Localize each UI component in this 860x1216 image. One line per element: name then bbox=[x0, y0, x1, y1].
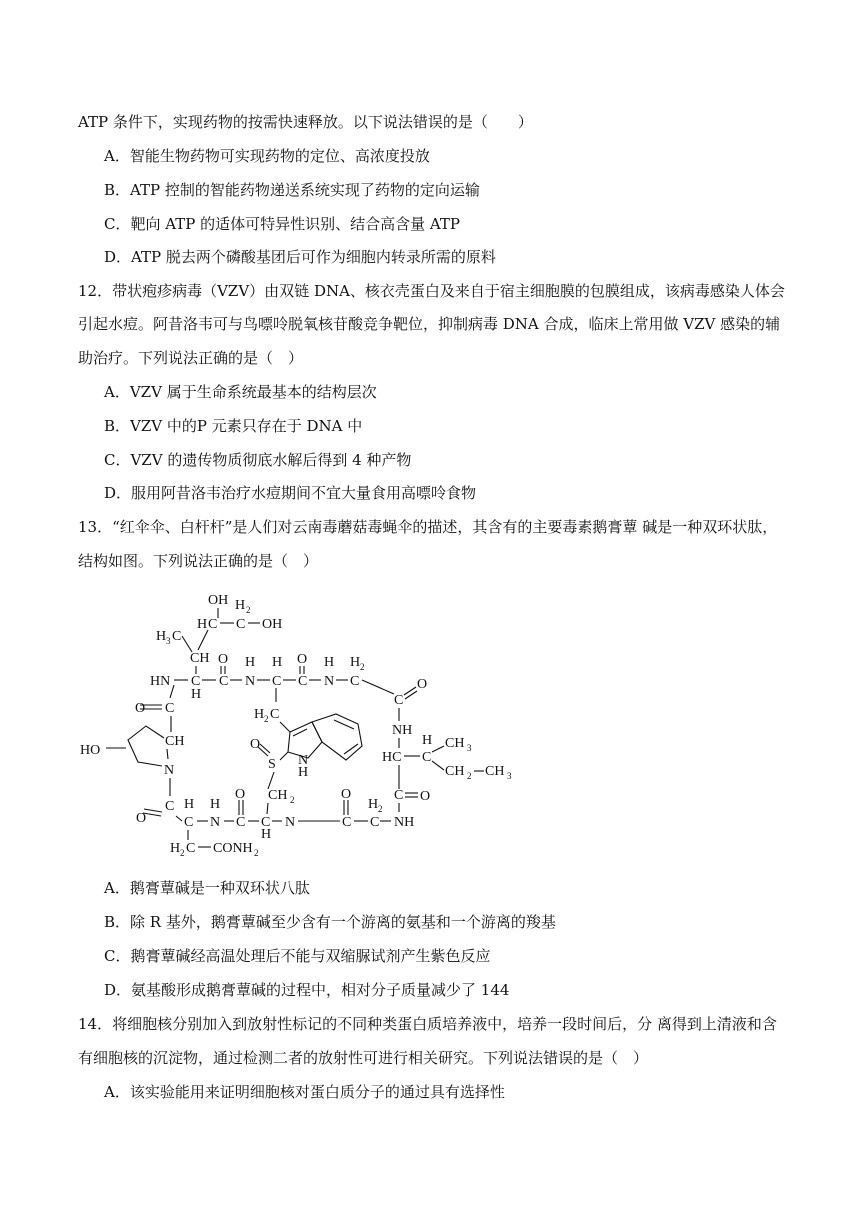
label-h-alpha2: H bbox=[272, 655, 283, 670]
q14-option-a: A．该实验能用来证明细胞核对蛋白质分子的通过具有选择性 bbox=[104, 1083, 505, 1101]
q11-stem-tail: ATP 条件下，实现药物的按需快速释放。以下说法错误的是（ ） bbox=[78, 113, 533, 131]
label-sub-2-ch2-top: 2 bbox=[360, 662, 365, 672]
label-c-co5: C bbox=[342, 815, 352, 830]
label-h3c: H bbox=[156, 629, 167, 644]
label-h-n2: H bbox=[245, 655, 256, 670]
label-h-alpha-asn: H bbox=[184, 797, 195, 812]
label-c-co-pro: C bbox=[165, 799, 175, 814]
label-h-n-bottom-left: H bbox=[210, 797, 221, 812]
label-sub-2-top: 2 bbox=[246, 605, 251, 615]
label-c-co2: C bbox=[298, 674, 308, 689]
label-s-bridge: S bbox=[268, 757, 276, 772]
label-c-isoleu: C bbox=[422, 750, 432, 765]
label-ch-alpha1: CH bbox=[190, 651, 210, 666]
label-c-ch2-bottom: C bbox=[370, 815, 380, 830]
label-conh2: CONH bbox=[213, 841, 253, 856]
q13-option-d: D．氨基酸形成鹅膏蕈碱的过程中，相对分子质量减少了 144 bbox=[104, 981, 510, 999]
label-o-co5: O bbox=[341, 787, 352, 802]
q12-option-b: B．VZV 中的P 元素只存在于 DNA 中 bbox=[104, 417, 363, 435]
label-h-alpha1: H bbox=[191, 687, 202, 702]
q11-option-d: D．ATP 脱去两个磷酸基团后可作为细胞内转录所需的原料 bbox=[104, 248, 496, 266]
label-nh-bottom-right: NH bbox=[394, 815, 415, 830]
label-o-co-pro: O bbox=[136, 811, 147, 826]
label-n-bottom: N bbox=[285, 815, 296, 830]
label-h2c-trp: H bbox=[254, 707, 265, 722]
q13-option-a: A．鹅膏蕈碱是一种双环状八肽 bbox=[104, 879, 310, 897]
label-o-co2: O bbox=[297, 652, 308, 667]
label-n-pro: N bbox=[164, 763, 175, 778]
label-oh-right: OH bbox=[262, 617, 283, 632]
label-c-hc: C bbox=[208, 617, 218, 632]
q12-option-c: C．VZV 的遗传物质彻底水解后得到 4 种产物 bbox=[104, 451, 412, 469]
label-c-co-left: C bbox=[165, 701, 175, 716]
label-o-co6: O bbox=[235, 787, 246, 802]
label-c-co1: C bbox=[219, 674, 229, 689]
label-h-n3: H bbox=[324, 655, 335, 670]
q11-option-c: C．靶向 ATP 的适体可特异性识别、结合高含量 ATP bbox=[104, 215, 461, 233]
label-oh-top: OH bbox=[208, 593, 229, 608]
q12-option-a: A．VZV 属于生命系统最基本的结构层次 bbox=[104, 383, 377, 401]
label-hn-left: HN bbox=[150, 674, 171, 689]
label-n-bottom-left: N bbox=[210, 815, 221, 830]
label-hc-right: HC bbox=[382, 750, 402, 765]
label-c-ch2-top: C bbox=[350, 674, 360, 689]
label-o-co-left: O bbox=[135, 701, 146, 716]
label-h-ch2-top: H bbox=[350, 655, 361, 670]
q13-option-c: C．鹅膏蕈碱经高温处理后不能与双缩脲试剂产生紫色反应 bbox=[104, 947, 491, 965]
q12-stem-line-1: 12．带状疱疹病毒（VZV）由双链 DNA、核衣壳蛋白及来自于宿主细胞膜的包膜组成，该病毒感染人体会 bbox=[78, 282, 785, 300]
label-h2c-asn: H bbox=[170, 841, 181, 856]
label-ch-pro: CH bbox=[165, 734, 185, 749]
label-h-isoleu: H bbox=[422, 733, 433, 748]
q13-option-b: B．除 R 基外，鹅膏蕈碱至少含有一个游离的氨基和一个游离的羧基 bbox=[104, 913, 556, 931]
label-c-co3: C bbox=[394, 693, 404, 708]
q14-stem-line-1: 14．将细胞核分别加入到放射性标记的不同种类蛋白质培养液中，培养一段时间后，分 离得到上清液和含 bbox=[78, 1015, 777, 1033]
label-c-co6: C bbox=[236, 815, 246, 830]
label-ch2-ethyl: CH bbox=[445, 764, 465, 779]
label-c-co4: C bbox=[394, 788, 404, 803]
label-c-alpha1: C bbox=[191, 674, 201, 689]
label-n-3: N bbox=[324, 674, 335, 689]
q12-stem-line-3: 助治疗。下列说法正确的是（ ） bbox=[78, 349, 304, 367]
label-sub-2-ethyl: 2 bbox=[467, 771, 472, 781]
label-o-co3: O bbox=[417, 677, 428, 692]
amanitin-structure-diagram bbox=[78, 584, 528, 864]
label-sub-3-ch3-right: 3 bbox=[467, 743, 472, 753]
label-ch2-bridge: CH bbox=[268, 788, 288, 803]
label-ch3-right: CH bbox=[445, 736, 465, 751]
label-ch3-ethyl: CH bbox=[485, 764, 505, 779]
label-nh-right: NH bbox=[392, 723, 413, 738]
label-o-co1: O bbox=[218, 652, 229, 667]
label-c-alpha-asn: C bbox=[184, 815, 194, 830]
label-h-top: H bbox=[235, 598, 246, 613]
label-n-indole: N bbox=[298, 753, 309, 768]
label-h-hc: H bbox=[197, 617, 208, 632]
label-c-asn: C bbox=[186, 841, 196, 856]
label-ho-pro: HO bbox=[80, 743, 101, 758]
q12-option-d: D．服用阿昔洛韦治疗水痘期间不宜大量食用高嘌呤食物 bbox=[104, 484, 477, 502]
label-c-alpha2: C bbox=[272, 674, 282, 689]
label-n-2: N bbox=[245, 674, 256, 689]
q14-stem-line-2: 有细胞核的沉淀物，通过检测二者的放射性可进行相关研究。下列说法错误的是（ ） bbox=[78, 1049, 649, 1067]
label-c-h3c: C bbox=[172, 629, 182, 644]
q13-stem-line-2: 结构如图。下列说法正确的是（ ） bbox=[78, 552, 319, 570]
label-sub-2-asn: 2 bbox=[180, 848, 185, 858]
label-c-ch2: C bbox=[236, 617, 246, 632]
label-o-sulfoxide: O bbox=[250, 737, 261, 752]
label-h-ch2-bottom: H bbox=[368, 797, 379, 812]
label-sub-2-ch2-bottom: 2 bbox=[378, 804, 383, 814]
q11-option-a: A．智能生物药物可实现药物的定位、高浓度投放 bbox=[104, 147, 430, 165]
label-c-alpha-bottom: C bbox=[261, 815, 271, 830]
label-h-alpha-bottom: H bbox=[261, 827, 272, 842]
q11-option-b: B．ATP 控制的智能药物递送系统实现了药物的定向运输 bbox=[104, 181, 480, 199]
label-sub-2-trp: 2 bbox=[264, 714, 269, 724]
label-h-indole: H bbox=[298, 765, 309, 780]
label-sub-3-ethyl: 3 bbox=[507, 771, 512, 781]
label-o-co4: O bbox=[420, 789, 431, 804]
label-sub-2-bridge: 2 bbox=[290, 795, 295, 805]
q13-stem-line-1: 13．“红伞伞、白杆杆”是人们对云南毒蘑菇毒蝇伞的描述，其含有的主要毒素鹅膏蕈 碱是一种双环状肽， bbox=[78, 518, 778, 536]
q12-stem-line-2: 引起水痘。阿昔洛韦可与鸟嘌呤脱氧核苷酸竞争靶位，抑制病毒 DNA 合成，临床上常用做 VZV 感染的辅 bbox=[78, 315, 781, 333]
label-sub-2-conh2: 2 bbox=[254, 848, 259, 858]
label-c-trp: C bbox=[270, 707, 280, 722]
label-sub-3-h3c: 3 bbox=[166, 636, 171, 646]
